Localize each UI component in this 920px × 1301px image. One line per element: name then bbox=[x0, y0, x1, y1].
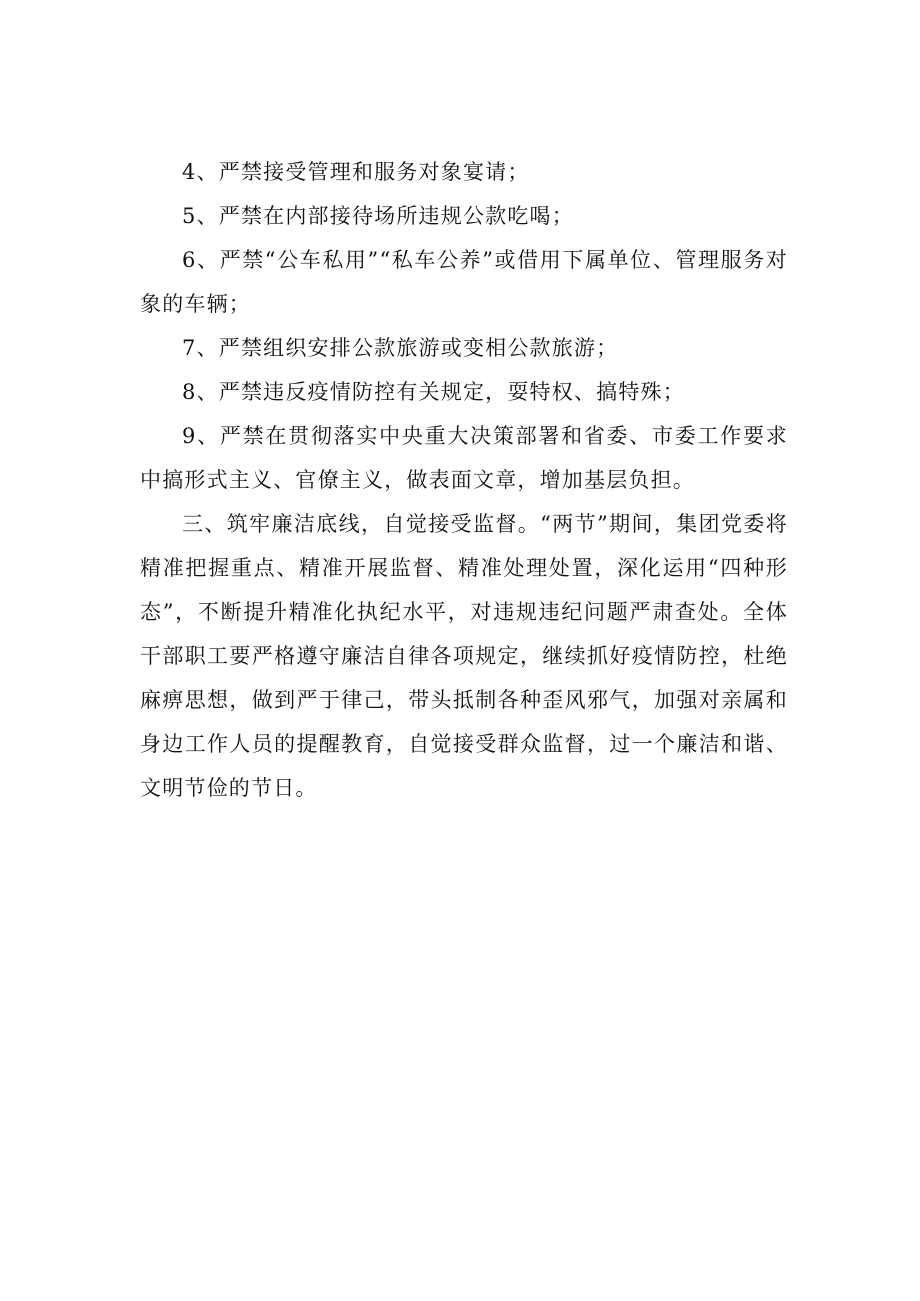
rule-item-4: 4、严禁接受管理和服务对象宴请； bbox=[182, 160, 530, 184]
rule-item-9: 9、严禁在贯彻落实中央重大决策部署和省委、市委工作要求中搞形式主义、官僚主义，做表面文章，增加基层负担。 bbox=[140, 424, 788, 492]
document-body bbox=[140, 150, 788, 810]
rule-item-6: 6、严禁“公车私用”“私车公养”或借用下属单位、管理服务对象的车辆； bbox=[140, 248, 788, 316]
section-three-paragraph: 三、筑牢廉洁底线，自觉接受监督。“两节”期间，集团党委将精准把握重点、精准开展监督、精准处理处置，深化运用“四种形态”，不断提升精准化执纪水平，对违规违纪问题严肃查处。全体干部职工要严格遵守廉洁自律各项规定，继续抓好疫情防控，杜绝麻痹思想，做到严于律己，带头抵制各种歪风邪气，加强对亲属和身边工作人员的提醒教育，自觉接受群众监督，过一个廉洁和谐、文明节俭的节日。 bbox=[140, 512, 788, 800]
rule-item-7: 7、严禁组织安排公款旅游或变相公款旅游； bbox=[182, 336, 619, 360]
rule-item-8: 8、严禁违反疫情防控有关规定，耍特权、搞特殊； bbox=[182, 380, 685, 404]
rule-item-5: 5、严禁在内部接待场所违规公款吃喝； bbox=[182, 204, 574, 228]
